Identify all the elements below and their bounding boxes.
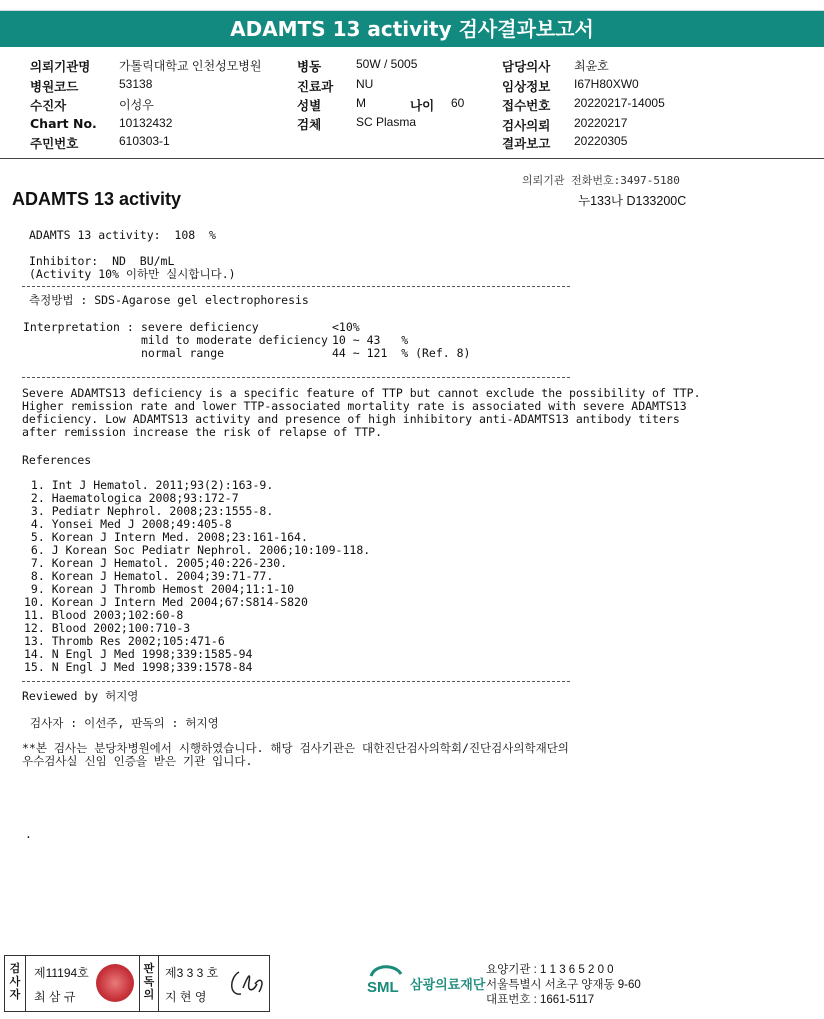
- chart-value: 10132432: [119, 116, 173, 130]
- sml-logo-text: SML: [367, 979, 399, 996]
- interpretation-label: Interpretation :: [23, 320, 134, 334]
- notice-line-2: 우수검사실 신임 인증을 받은 기관 입니다.: [22, 754, 253, 768]
- specimen-label: 검체: [297, 117, 322, 132]
- report-date-value: 20220305: [574, 134, 628, 148]
- reviewer-cell: [159, 956, 269, 1011]
- report-date-label: 결과보고: [502, 136, 551, 151]
- report-title: ADAMTS 13 activity 검사결과보고서: [0, 11, 824, 47]
- examiner-seal-icon: [96, 964, 134, 1002]
- sml-logo-icon: [365, 962, 405, 1000]
- request-value: 20220217: [574, 116, 628, 130]
- examiner-line: 검사자 : 이선주, 판독의 : 허지영: [30, 716, 219, 730]
- reference-item: 13. Thromb Res 2002;105:471-6: [24, 634, 225, 648]
- receipt-label: 접수번호: [502, 98, 551, 113]
- interp-desc-2: mild to moderate deficiency: [141, 333, 328, 347]
- examiner-vertical-label: 검사자: [9, 962, 21, 1001]
- reference-item: 5. Korean J Intern Med. 2008;23:161-164.: [24, 530, 308, 544]
- reviewed-by: Reviewed by 허지영: [22, 689, 139, 703]
- ward-label: 병동: [297, 59, 322, 74]
- method-line: 측정방법 : SDS-Agarose gel electrophoresis: [29, 293, 309, 307]
- section-code: 누133나 D133200C: [578, 194, 687, 208]
- reference-item: 10. Korean J Intern Med 2004;67:S814-S820: [24, 595, 308, 609]
- doctor-label: 담당의사: [502, 59, 551, 74]
- reference-item: 8. Korean J Hematol. 2004;39:71-77.: [24, 569, 274, 583]
- paragraph-line: after remission increase the risk of relapse of TTP.: [22, 425, 383, 439]
- reference-item: 3. Pediatr Nephrol. 2008;23:1555-8.: [24, 504, 274, 518]
- paragraph-line: Severe ADAMTS13 deficiency is a specific feature of TTP but cannot exclude the possibility of TTP.: [22, 386, 701, 400]
- divider-2: [22, 377, 570, 378]
- reviewer-vertical-label: 판독의: [143, 962, 155, 1001]
- top-strip: [0, 0, 824, 11]
- interp-range-1: <10%: [332, 320, 360, 334]
- reference-item: 7. Korean J Hematol. 2005;40:226-230.: [24, 556, 288, 570]
- references-title: References: [22, 453, 92, 467]
- ward-value: 50W / 5005: [356, 57, 418, 71]
- reviewer-signature-icon: [225, 962, 267, 1002]
- section-title: ADAMTS 13 activity: [12, 189, 182, 209]
- specimen-value: SC Plasma: [356, 115, 417, 129]
- interp-desc-1: severe deficiency: [141, 320, 259, 334]
- examiner-vertical-cell: [5, 956, 26, 1011]
- divider-3: [22, 681, 570, 682]
- hospital-code-label: 병원코드: [30, 79, 79, 94]
- reviewer-license: 제3 3 3 호: [165, 966, 219, 980]
- age-value: 60: [451, 96, 465, 110]
- interp-desc-3: normal range: [141, 346, 225, 360]
- paragraph-line: Higher remission rate and lower TTP-associated mortality rate is associated with severe ADAMTS13: [22, 399, 687, 413]
- patient-label: 수진자: [30, 98, 67, 113]
- resident-label: 주민번호: [30, 136, 79, 151]
- examiner-license: 제11194호: [34, 966, 89, 980]
- reference-item: 9. Korean J Thromb Hemost 2004;11:1-10: [24, 582, 295, 596]
- sex-label: 성별: [297, 98, 322, 113]
- references-list: [24, 479, 370, 674]
- receipt-value: 20220217-14005: [574, 96, 665, 110]
- examiner-name: 최 삼 규: [34, 990, 76, 1004]
- org-name: 삼광의료재단: [410, 978, 486, 993]
- reference-item: 15. N Engl J Med 1998;339:1578-84: [24, 660, 253, 674]
- signature-box: [4, 955, 270, 1012]
- examiner-cell: [26, 956, 140, 1011]
- interp-range-3: 44 ~ 121 % (Ref. 8): [332, 346, 471, 360]
- divider-1: [22, 286, 570, 287]
- resident-value: 610303-1: [119, 134, 170, 148]
- result-line: ADAMTS 13 activity: 108 %: [29, 228, 216, 242]
- reference-item: 1. Int J Hematol. 2011;93(2):163-9.: [24, 478, 274, 492]
- inhibitor-line: Inhibitor: ND BU/mL: [29, 254, 175, 268]
- reviewer-vertical-cell: [140, 956, 159, 1011]
- doctor-value: 최윤호: [574, 59, 609, 73]
- org-phone: 대표번호 : 1661-5117: [486, 994, 595, 1006]
- hospital-code-value: 53138: [119, 77, 153, 91]
- clinical-label: 임상정보: [502, 79, 551, 94]
- institution-label: 의뢰기관명: [30, 59, 91, 74]
- dept-value: NU: [356, 77, 374, 91]
- institution-phone: 의뢰기관 전화번호:3497-5180: [522, 174, 680, 187]
- stray-dot: .: [25, 827, 32, 841]
- reference-item: 14. N Engl J Med 1998;339:1585-94: [24, 647, 253, 661]
- org-address: 서울특별시 서초구 양재동 9-60: [486, 979, 641, 991]
- patient-value: 이성우: [119, 98, 154, 112]
- notice-line-1: **본 검사는 분당차병원에서 시행하였습니다. 해당 검사기관은 대한진단검사의학회/진단검사의학재단의: [22, 741, 569, 755]
- header-divider: [0, 158, 824, 159]
- request-label: 검사의뢰: [502, 118, 551, 133]
- reference-item: 12. Blood 2002;100:710-3: [24, 621, 191, 635]
- org-code: 요양기관 : 1 1 3 6 5 2 0 0: [486, 964, 614, 976]
- paragraph-line: deficiency. Low ADAMTS13 activity and presence of high inhibitory anti-ADAMTS13 antibody titers: [22, 412, 680, 426]
- reference-item: 6. J Korean Soc Pediatr Nephrol. 2006;10:109-118.: [24, 543, 371, 557]
- sex-value: M: [356, 96, 366, 110]
- dept-label: 진료과: [297, 79, 334, 94]
- chart-label: Chart No.: [30, 116, 97, 131]
- inhibitor-note: (Activity 10% 이하만 실시합니다.): [29, 267, 236, 281]
- reference-item: 11. Blood 2003;102:60-8: [24, 608, 184, 622]
- reference-item: 2. Haematologica 2008;93:172-7: [24, 491, 239, 505]
- institution-value: 가톨릭대학교 인천성모병원: [119, 59, 262, 73]
- clinical-value: I67H80XW0: [574, 77, 639, 91]
- age-label: 나이: [410, 98, 435, 113]
- reviewer-name: 지 현 영: [165, 990, 207, 1004]
- interp-range-2: 10 ~ 43 %: [332, 333, 409, 347]
- reference-item: 4. Yonsei Med J 2008;49:405-8: [24, 517, 232, 531]
- explanation-paragraph: [22, 387, 701, 439]
